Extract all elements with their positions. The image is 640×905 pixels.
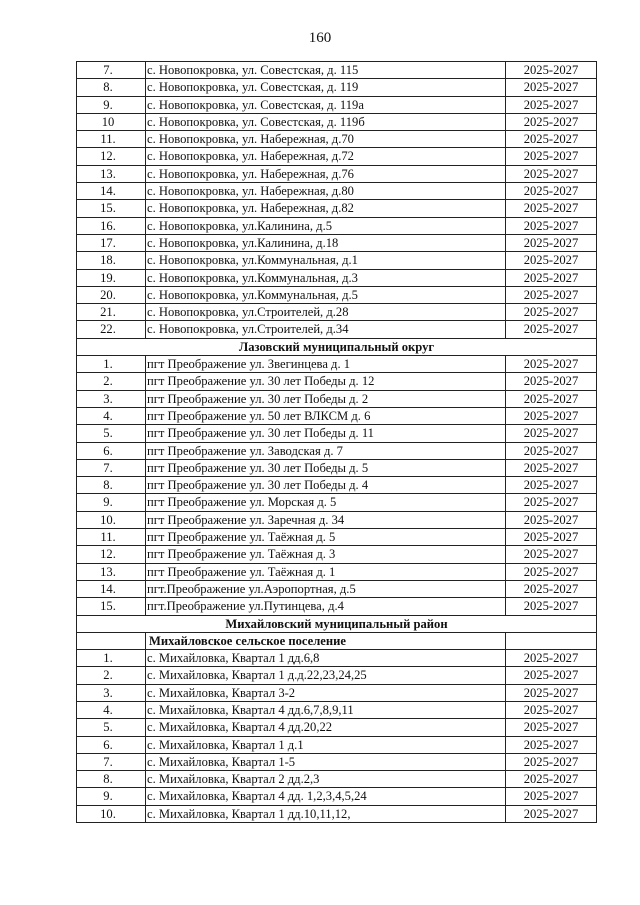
row-address: с. Михайловка, Квартал 4 дд. 1,2,3,4,5,24	[146, 788, 506, 805]
table-row	[77, 113, 597, 130]
row-address: пгт Преображение ул. 50 лет ВЛКСМ д. 6	[146, 407, 506, 424]
row-number: 15.	[77, 598, 146, 615]
row-number: 5.	[77, 425, 146, 442]
row-period: 2025-2027	[506, 580, 597, 597]
table-row	[77, 373, 597, 390]
row-period: 2025-2027	[506, 304, 597, 321]
row-address: пгт Преображение ул. 30 лет Победы д. 5	[146, 459, 506, 476]
row-number: 15.	[77, 200, 146, 217]
table-row	[77, 183, 597, 200]
table-row	[77, 701, 597, 718]
row-period: 2025-2027	[506, 96, 597, 113]
table-row	[77, 96, 597, 113]
row-address: с. Михайловка, Квартал 1 дд.10,11,12,	[146, 805, 506, 822]
row-number: 9.	[77, 96, 146, 113]
row-period: 2025-2027	[506, 511, 597, 528]
table-body	[77, 62, 597, 823]
table-row	[77, 598, 597, 615]
table-row	[77, 477, 597, 494]
row-period: 2025-2027	[506, 165, 597, 182]
row-address: пгт.Преображение ул.Аэропортная, д.5	[146, 580, 506, 597]
section-title: Михайловский муниципальный район	[77, 615, 597, 632]
row-number: 8.	[77, 477, 146, 494]
table-row	[77, 805, 597, 822]
row-number: 7.	[77, 753, 146, 770]
page-number: 160	[308, 30, 332, 46]
row-period: 2025-2027	[506, 736, 597, 753]
row-address: пгт Преображение ул. 30 лет Победы д. 2	[146, 390, 506, 407]
row-period: 2025-2027	[506, 788, 597, 805]
row-period: 2025-2027	[506, 667, 597, 684]
row-address: пгт Преображение ул. Таёжная д. 3	[146, 546, 506, 563]
row-period: 2025-2027	[506, 390, 597, 407]
row-number: 9.	[77, 788, 146, 805]
row-address: пгт.Преображение ул.Путинцева, д.4	[146, 598, 506, 615]
row-address: с. Новопокровка, ул. Набережная, д.70	[146, 131, 506, 148]
row-period: 2025-2027	[506, 701, 597, 718]
row-number: 7.	[77, 62, 146, 79]
row-number: 6.	[77, 442, 146, 459]
row-period: 2025-2027	[506, 477, 597, 494]
row-period: 2025-2027	[506, 753, 597, 770]
row-address: пгт Преображение ул. Морская д. 5	[146, 494, 506, 511]
row-address: с. Новопокровка, ул.Коммунальная, д.3	[146, 269, 506, 286]
row-address: с. Михайловка, Квартал 4 дд.6,7,8,9,11	[146, 701, 506, 718]
table-row	[77, 304, 597, 321]
table-row	[77, 511, 597, 528]
row-number: 17.	[77, 234, 146, 251]
table-row	[77, 650, 597, 667]
row-period: 2025-2027	[506, 217, 597, 234]
table-row	[77, 563, 597, 580]
row-address: пгт Преображение ул. Таёжная д. 5	[146, 529, 506, 546]
empty-cell	[506, 632, 597, 649]
row-address: с. Новопокровка, ул.Строителей, д.34	[146, 321, 506, 338]
row-number: 11.	[77, 131, 146, 148]
row-address: с. Новопокровка, ул. Совестская, д. 115	[146, 62, 506, 79]
row-period: 2025-2027	[506, 113, 597, 130]
table-row	[77, 200, 597, 217]
table-row	[77, 148, 597, 165]
row-period: 2025-2027	[506, 62, 597, 79]
row-number: 16.	[77, 217, 146, 234]
row-number: 14.	[77, 183, 146, 200]
row-address: с. Новопокровка, ул.Коммунальная, д.5	[146, 286, 506, 303]
row-period: 2025-2027	[506, 684, 597, 701]
section-row	[77, 615, 597, 632]
row-number: 12.	[77, 148, 146, 165]
table-row	[77, 62, 597, 79]
empty-cell	[77, 632, 146, 649]
table-row	[77, 252, 597, 269]
row-address: с. Михайловка, Квартал 2 дд.2,3	[146, 771, 506, 788]
table-row	[77, 736, 597, 753]
row-address: с. Михайловка, Квартал 4 дд.20,22	[146, 719, 506, 736]
row-number: 3.	[77, 390, 146, 407]
row-number: 4.	[77, 701, 146, 718]
row-address: с. Новопокровка, ул. Набережная, д.82	[146, 200, 506, 217]
row-period: 2025-2027	[506, 598, 597, 615]
row-period: 2025-2027	[506, 459, 597, 476]
row-number: 10.	[77, 805, 146, 822]
row-period: 2025-2027	[506, 131, 597, 148]
table-row	[77, 442, 597, 459]
table-row	[77, 753, 597, 770]
row-number: 1.	[77, 356, 146, 373]
row-number: 3.	[77, 684, 146, 701]
table-row	[77, 79, 597, 96]
row-period: 2025-2027	[506, 650, 597, 667]
row-number: 13.	[77, 165, 146, 182]
row-address: с. Новопокровка, ул. Совестская, д. 119а	[146, 96, 506, 113]
row-address: с. Михайловка, Квартал 1-5	[146, 753, 506, 770]
row-period: 2025-2027	[506, 286, 597, 303]
row-address: с. Новопокровка, ул.Строителей, д.28	[146, 304, 506, 321]
row-number: 14.	[77, 580, 146, 597]
row-number: 1.	[77, 650, 146, 667]
table-row	[77, 217, 597, 234]
row-number: 9.	[77, 494, 146, 511]
row-period: 2025-2027	[506, 563, 597, 580]
row-address: с. Новопокровка, ул. Совестская, д. 119б	[146, 113, 506, 130]
table-row	[77, 407, 597, 424]
row-address: пгт Преображение ул. 30 лет Победы д. 11	[146, 425, 506, 442]
row-period: 2025-2027	[506, 546, 597, 563]
table-row	[77, 390, 597, 407]
row-address: с. Михайловка, Квартал 1 дд.6,8	[146, 650, 506, 667]
row-address: с. Новопокровка, ул.Калинина, д.5	[146, 217, 506, 234]
table-row	[77, 234, 597, 251]
row-period: 2025-2027	[506, 234, 597, 251]
table-row	[77, 719, 597, 736]
row-period: 2025-2027	[506, 425, 597, 442]
row-address: с. Новопокровка, ул. Совестская, д. 119	[146, 79, 506, 96]
row-number: 8.	[77, 79, 146, 96]
table-row	[77, 494, 597, 511]
table-row	[77, 771, 597, 788]
row-number: 11.	[77, 529, 146, 546]
row-period: 2025-2027	[506, 252, 597, 269]
table-row	[77, 269, 597, 286]
row-number: 10	[77, 113, 146, 130]
table-row	[77, 356, 597, 373]
row-number: 19.	[77, 269, 146, 286]
row-period: 2025-2027	[506, 719, 597, 736]
row-period: 2025-2027	[506, 269, 597, 286]
row-address: с. Михайловка, Квартал 1 д.д.22,23,24,25	[146, 667, 506, 684]
table-row	[77, 459, 597, 476]
housing-table	[76, 61, 597, 823]
table-row	[77, 425, 597, 442]
row-period: 2025-2027	[506, 79, 597, 96]
row-number: 13.	[77, 563, 146, 580]
row-address: пгт Преображение ул. 30 лет Победы д. 4	[146, 477, 506, 494]
row-period: 2025-2027	[506, 321, 597, 338]
table-row	[77, 684, 597, 701]
row-number: 8.	[77, 771, 146, 788]
row-period: 2025-2027	[506, 356, 597, 373]
row-period: 2025-2027	[506, 183, 597, 200]
row-number: 18.	[77, 252, 146, 269]
row-period: 2025-2027	[506, 805, 597, 822]
table-row	[77, 788, 597, 805]
row-number: 2.	[77, 667, 146, 684]
row-address: пгт Преображение ул. Таёжная д. 1	[146, 563, 506, 580]
row-address: с. Новопокровка, ул. Набережная, д.80	[146, 183, 506, 200]
table-row	[77, 286, 597, 303]
row-number: 10.	[77, 511, 146, 528]
table-row	[77, 321, 597, 338]
row-number: 12.	[77, 546, 146, 563]
table-row	[77, 165, 597, 182]
row-number: 22.	[77, 321, 146, 338]
row-period: 2025-2027	[506, 442, 597, 459]
row-address: с. Новопокровка, ул. Набережная, д.72	[146, 148, 506, 165]
row-address: пгт Преображение ул. Звегинцева д. 1	[146, 356, 506, 373]
row-address: с. Михайловка, Квартал 1 д.1	[146, 736, 506, 753]
row-address: пгт Преображение ул. Заводская д. 7	[146, 442, 506, 459]
row-address: с. Новопокровка, ул. Набережная, д.76	[146, 165, 506, 182]
row-number: 7.	[77, 459, 146, 476]
row-address: с. Новопокровка, ул.Калинина, д.18	[146, 234, 506, 251]
row-number: 5.	[77, 719, 146, 736]
section-row	[77, 338, 597, 355]
section-title: Лазовский муниципальный округ	[77, 338, 597, 355]
table-row	[77, 546, 597, 563]
row-address: пгт Преображение ул. Заречная д. 34	[146, 511, 506, 528]
row-number: 2.	[77, 373, 146, 390]
row-period: 2025-2027	[506, 494, 597, 511]
row-address: пгт Преображение ул. 30 лет Победы д. 12	[146, 373, 506, 390]
row-period: 2025-2027	[506, 373, 597, 390]
row-period: 2025-2027	[506, 148, 597, 165]
row-period: 2025-2027	[506, 407, 597, 424]
row-period: 2025-2027	[506, 771, 597, 788]
subsection-title: Михайловское сельское поселение	[146, 632, 506, 649]
row-number: 4.	[77, 407, 146, 424]
row-number: 20.	[77, 286, 146, 303]
table-row	[77, 580, 597, 597]
table-row	[77, 667, 597, 684]
row-number: 21.	[77, 304, 146, 321]
table-row	[77, 529, 597, 546]
row-period: 2025-2027	[506, 529, 597, 546]
row-number: 6.	[77, 736, 146, 753]
subsection-row	[77, 632, 597, 649]
row-address: с. Новопокровка, ул.Коммунальная, д.1	[146, 252, 506, 269]
row-period: 2025-2027	[506, 200, 597, 217]
row-address: с. Михайловка, Квартал 3-2	[146, 684, 506, 701]
table-row	[77, 131, 597, 148]
